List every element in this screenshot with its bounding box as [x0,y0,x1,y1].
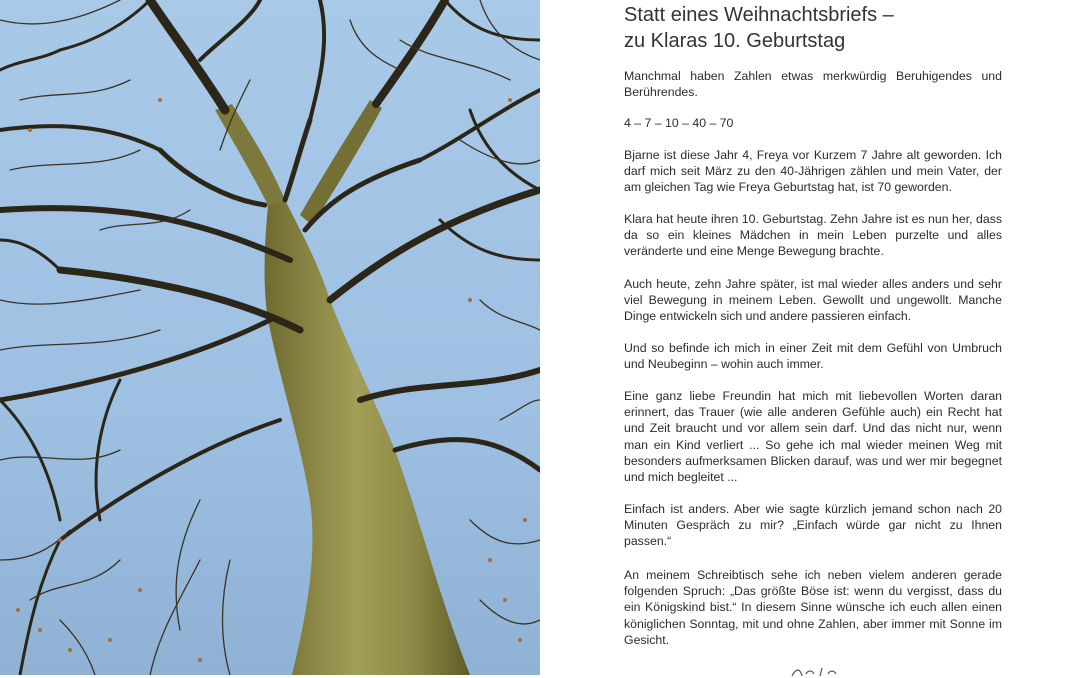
paragraph-1: Manchmal haben Zahlen etwas merkwürdig Beruhigendes und Berührendes. [624,69,1002,100]
signature-mark [788,664,848,678]
article-column [624,0,1002,647]
paragraph-5: Auch heute, zehn Jahre später, ist mal wieder alles anders und sehr viel Bewegung in meinem Leben. Gewollt und ungewollt. Manche Dinge entwickeln sich und andere passieren einfach. [624,277,1002,324]
tree-photo [0,0,540,675]
paragraph-6: Und so befinde ich mich in einer Zeit mit dem Gefühl von Umbruch und Neubeginn – wohin auch immer. [624,341,1002,372]
paragraph-3: Bjarne ist diese Jahr 4, Freya vor Kurzem 7 Jahre alt geworden. Ich darf mich seit März zu den 40-Jährigen zählen und mein Vater, der am gleichen Tag wie Freya Geburtstag hat, ist 70 geworden. [624,148,1002,195]
paragraph-9: An meinem Schreibtisch sehe ich neben vielem anderen gerade folgenden Spruch: „Das größte Böse ist: wenn du vergisst, dass du ein Königskind bist.“ In diesem Sinne wünsche ich euch allen einen königlichen Sonntag, mit und ohne Zahlen, aber immer mit Sonne im Gesicht. [624,568,1002,647]
paragraph-7: Eine ganz liebe Freundin hat mich mit liebevollen Worten daran erinnert, das Trauer (wie alle anderen Gefühle auch) ein Recht hat und Zeit braucht und vor allem sein darf. Und das nicht nur, wenn man ein Kind verliert ... So gehe ich mal wieder meinen Weg mit besonders aufmerksamen Blicken darauf, was und wer mir begegnet und mich begleitet ... [624,389,1002,485]
paragraph-numbers: 4 – 7 – 10 – 40 – 70 [624,116,734,130]
paragraph-8: Einfach ist anders. Aber wie sagte kürzlich jemand schon nach 20 Minuten Gespräch zu mir? „Einfach würde gar nicht zu Ihnen passen.“ [624,502,1002,549]
article-title [624,0,1002,54]
paragraph-4: Klara hat heute ihren 10. Geburtstag. Zehn Jahre ist es nun her, dass da so ein kleines Mädchen in mein Leben purzelte und alles veränderte und eine Menge Bewegung brachte. [624,212,1002,259]
title-line-2: zu Klaras 10. Geburtstag [624,30,846,52]
title-line-1: Statt eines Weihnachtsbriefs – [624,4,894,26]
